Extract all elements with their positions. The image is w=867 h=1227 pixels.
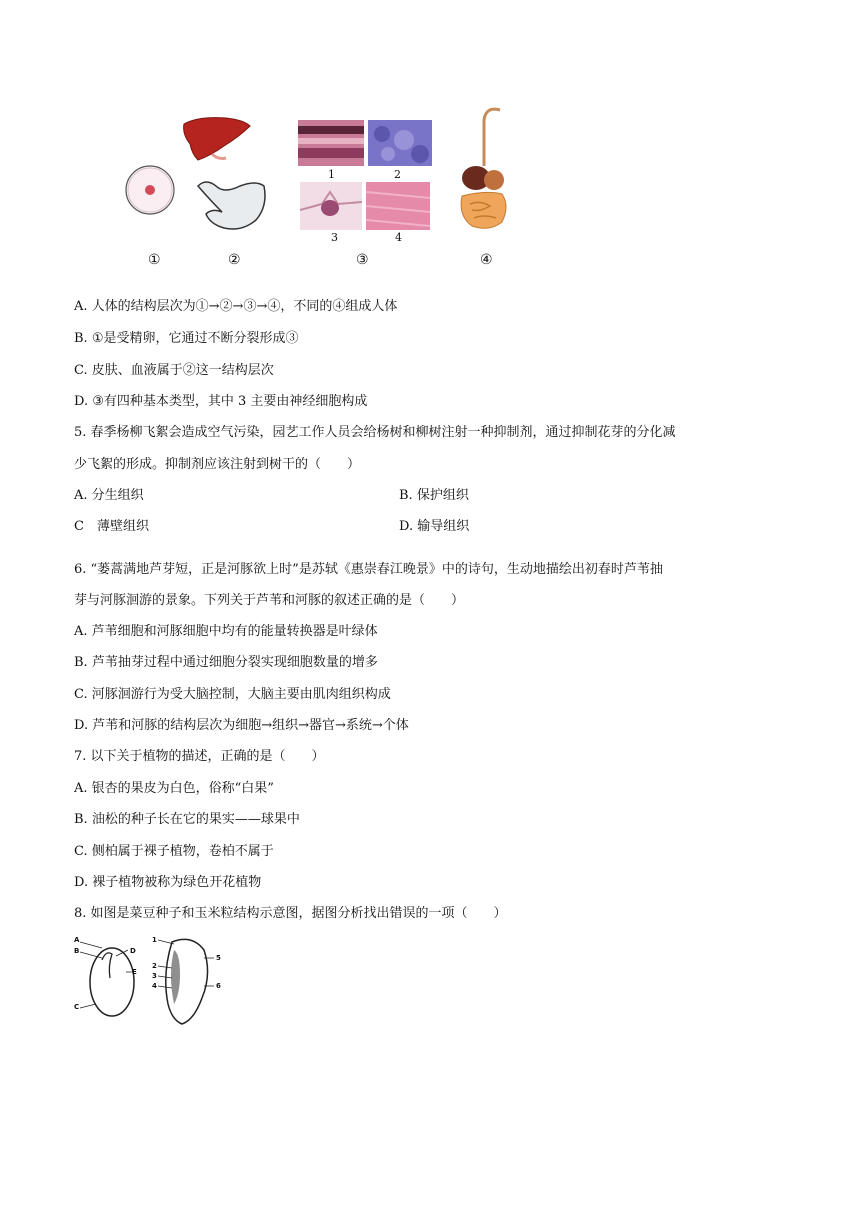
q6-option-d: D. 芦苇和河豚的结构层次为细胞→组织→器官→系统→个体	[74, 718, 409, 733]
q5-stem-line1: 5. 春季杨柳飞絮会造成空气污染，园艺工作人员会给杨树和柳树注射一种抑制剂，通过抑制花芽的分化减	[74, 425, 676, 440]
q6-option-a: A. 芦苇细胞和河豚细胞中均有的能量转换器是叶绿体	[74, 624, 378, 639]
corn-label-5: 5	[216, 954, 221, 962]
micro-number-1: 1	[328, 168, 335, 181]
tissue-micrograph-1	[298, 120, 364, 166]
q6-option-c: C. 河豚洄游行为受大脑控制，大脑主要由肌肉组织构成	[74, 687, 391, 702]
stomach-organ-icon	[194, 176, 274, 236]
q7-option-b: B. 油松的种子长在它的果实——球果中	[74, 812, 300, 827]
liver-icon	[178, 114, 258, 166]
corn-label-3: 3	[152, 972, 157, 980]
q7-option-c: C. 侧柏属于裸子植物，卷柏不属于	[74, 844, 274, 859]
q6-stem-line1: 6. “蒌蒿满地芦芽短，正是河豚欲上时”是苏轼《惠崇春江晚景》中的诗句，生动地描绘出初春时芦苇抽	[74, 562, 663, 577]
bean-label-d: D	[130, 947, 136, 955]
q6-stem-line2: 芽与河豚洄游的景象。下列关于芦苇和河豚的叙述正确的是（ ）	[74, 593, 465, 608]
bean-label-b: B	[74, 947, 80, 955]
corn-label-1: 1	[152, 936, 157, 944]
q7-option-a: A. 银杏的果皮为白色，俗称“白果”	[74, 781, 274, 796]
q4-option-c: C. 皮肤、血液属于②这一结构层次	[74, 363, 274, 378]
q7-option-d: D. 裸子植物被称为绿色开花植物	[74, 875, 262, 890]
q5-option-a: A. 分生组织	[74, 488, 144, 503]
figure-label-4: ④	[480, 252, 493, 268]
q5-stem-line2: 少飞絮的形成。抑制剂应该注射到树干的（ ）	[74, 457, 361, 472]
figure-label-2: ②	[228, 252, 241, 268]
micro-number-3: 3	[331, 231, 338, 244]
corn-label-6: 6	[216, 982, 221, 990]
bean-label-c: C	[74, 1003, 80, 1011]
micro-number-2: 2	[394, 168, 401, 181]
figure-label-3: ③	[356, 252, 369, 268]
q8-stem: 8. 如图是菜豆种子和玉米粒结构示意图，据图分析找出错误的一项（ ）	[74, 906, 507, 921]
corn-label-4: 4	[152, 982, 157, 990]
q6-option-b: B. 芦苇抽芽过程中通过细胞分裂实现细胞数量的增多	[74, 655, 378, 670]
bean-label-a: A	[74, 936, 80, 944]
corn-grain-diagram	[152, 934, 222, 1026]
q4-option-d: D. ③有四种基本类型，其中 3 主要由神经细胞构成	[74, 394, 368, 409]
q7-stem: 7. 以下关于植物的描述，正确的是（ ）	[74, 749, 325, 764]
tissue-micrograph-2	[368, 120, 432, 166]
q8-figure	[72, 934, 232, 1026]
digestive-system-icon	[450, 106, 520, 236]
q5-option-c: C 薄壁组织	[74, 519, 149, 534]
bean-label-e: E	[132, 968, 137, 976]
bean-seed-diagram	[72, 934, 148, 1024]
corn-label-2: 2	[152, 962, 157, 970]
q5-option-d: D. 输导组织	[399, 519, 470, 534]
cell-icon	[122, 162, 182, 222]
tissue-micrograph-3	[300, 182, 362, 230]
q4-figure	[110, 100, 530, 280]
q4-option-b: B. ①是受精卵，它通过不断分裂形成③	[74, 331, 299, 346]
q4-option-a: A. 人体的结构层次为①→②→③→④，不同的④组成人体	[74, 299, 398, 314]
micro-number-4: 4	[395, 231, 402, 244]
tissue-micrograph-4	[366, 182, 430, 230]
figure-label-1: ①	[148, 252, 161, 268]
q5-option-b: B. 保护组织	[399, 488, 469, 503]
